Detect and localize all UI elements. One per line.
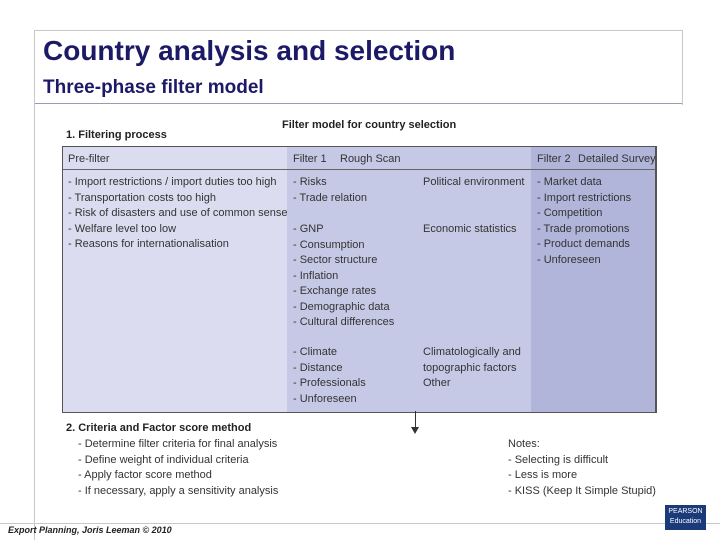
list-item: - Cultural differences: [293, 316, 395, 328]
filter1-header-a: Filter 1: [293, 153, 327, 165]
left-border-line: [34, 103, 35, 540]
list-item: - Trade relation: [293, 191, 367, 204]
notes-label: Notes:: [508, 438, 540, 450]
group-label-line: Climatologically and: [423, 346, 521, 358]
list-item: - Demographic data: [293, 300, 390, 313]
prefilter-header: Pre-filter: [68, 153, 110, 165]
logo-bottom-text: Education: [669, 518, 702, 525]
list-item: - Inflation: [293, 269, 339, 282]
list-item: - Trade promotions: [537, 222, 630, 235]
list-item: - Distance: [293, 361, 343, 374]
list-item: - GNP: [293, 223, 324, 235]
criteria-list: [78, 437, 278, 499]
list-item: - Risks: [293, 176, 327, 188]
list-item: - Sector structure: [293, 254, 378, 266]
filter2-header-b: Detailed Survey: [578, 153, 656, 165]
list-item: - If necessary, apply a sensitivity analysis: [78, 484, 279, 497]
filter1-group3-list: [293, 345, 366, 407]
list-item: - Consumption: [293, 238, 365, 251]
list-item: - Market data: [537, 176, 602, 188]
list-item: - Define weight of individual criteria: [78, 453, 249, 466]
list-item: - Exchange rates: [293, 285, 377, 297]
list-item: - Competition: [537, 207, 603, 219]
list-item: - Unforeseen: [293, 392, 357, 405]
filter1-group2-label: Economic statistics: [423, 223, 517, 235]
list-item: - KISS (Keep It Simple Stupid): [508, 484, 656, 497]
section1-label: 1. Filtering process: [66, 129, 167, 141]
slide-title: Country analysis and selection: [43, 35, 456, 66]
section2-label: 2. Criteria and Factor score method: [66, 422, 252, 434]
filter1-group1-label: Political environment: [423, 176, 525, 188]
filter2-header-a: Filter 2: [537, 153, 571, 165]
list-item: - Product demands: [537, 238, 630, 250]
prefilter-list: [68, 175, 287, 253]
diagram-title: Filter model for country selection: [282, 119, 457, 131]
filter2-list: [537, 175, 631, 268]
list-item: - Apply factor score method: [78, 469, 212, 481]
logo-top-text: PEARSON: [668, 508, 703, 515]
list-item: - Determine filter criteria for final analysis: [78, 438, 278, 450]
list-item: - Import restrictions: [537, 191, 632, 204]
group-label-line: topographic factors: [423, 361, 517, 374]
list-item: - Less is more: [508, 469, 578, 481]
group-label-line: Other: [423, 377, 451, 389]
list-item: - Welfare level too low: [68, 222, 177, 235]
footer-citation: Export Planning, Joris Leeman © 2010: [8, 525, 172, 535]
list-item: - Risk of disasters and use of common sense: [68, 207, 288, 219]
notes-block: [508, 437, 656, 499]
list-item: - Unforeseen: [537, 253, 601, 266]
filter1-group3-label: [423, 345, 521, 392]
filter1-header-b: Rough Scan: [340, 153, 401, 165]
down-arrow-icon: [411, 427, 419, 434]
slide-subtitle: Three-phase filter model: [43, 77, 264, 98]
title-rule: [34, 103, 682, 104]
list-item: - Professionals: [293, 377, 366, 389]
list-item: - Reasons for internationalisation: [68, 238, 229, 250]
filter1-group2-list: [293, 222, 394, 331]
footer-divider: [0, 523, 720, 524]
list-item: - Transportation costs too high: [68, 191, 216, 204]
filter1-group1-list: [293, 175, 367, 206]
list-item: - Selecting is difficult: [508, 453, 609, 466]
pearson-logo: [665, 505, 706, 530]
list-item: - Climate: [293, 346, 338, 358]
list-item: - Import restrictions / import duties too high: [68, 176, 277, 188]
